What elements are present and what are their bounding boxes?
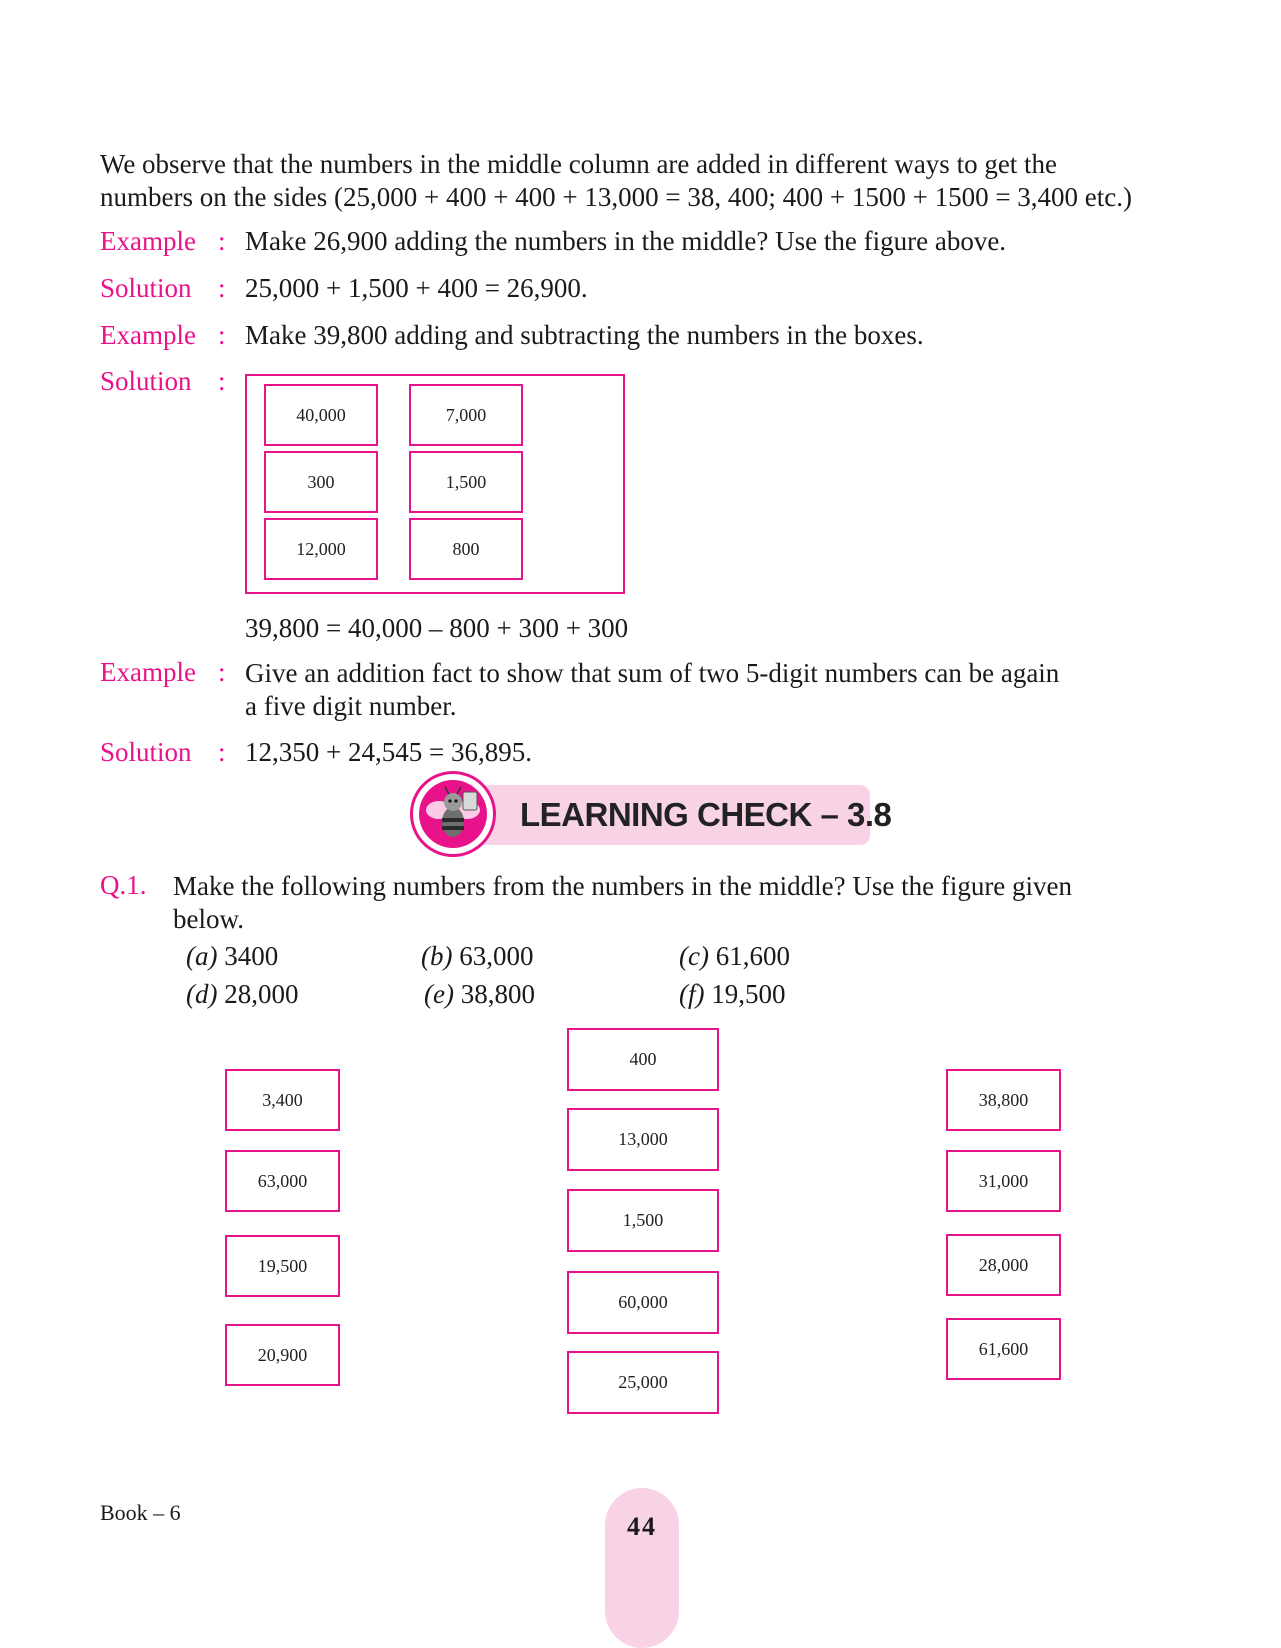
solution-box: 7,000 bbox=[409, 384, 523, 446]
figure-middle-box: 25,000 bbox=[567, 1351, 719, 1414]
intro-line-2: numbers on the sides (25,000 + 400 + 400 + 13,000 = 38, 400; 400 + 1500 + 1500 = 3,400 etc.) bbox=[100, 182, 1133, 212]
intro-paragraph bbox=[100, 148, 1185, 214]
example-text: Make 39,800 adding and subtracting the numbers in the boxes. bbox=[245, 320, 924, 350]
option-f bbox=[679, 979, 785, 1010]
solution-box: 12,000 bbox=[264, 518, 378, 580]
solution-equation: 39,800 = 40,000 – 800 + 300 + 300 bbox=[245, 613, 629, 643]
option-value: 63,000 bbox=[459, 941, 534, 971]
intro-line-1: We observe that the numbers in the middle column are added in different ways to get the bbox=[100, 149, 1058, 179]
option-value: 28,000 bbox=[224, 979, 299, 1009]
example-text-line-2: a five digit number. bbox=[245, 691, 457, 721]
option-key: (c) bbox=[679, 941, 709, 971]
figure-middle-box: 60,000 bbox=[567, 1271, 719, 1334]
option-b bbox=[421, 941, 533, 972]
option-key: (d) bbox=[186, 979, 218, 1009]
example-text bbox=[245, 657, 1059, 723]
figure-middle-box: 13,000 bbox=[567, 1108, 719, 1171]
option-e bbox=[424, 979, 535, 1010]
example-label: Example bbox=[100, 657, 196, 687]
figure-right-box: 28,000 bbox=[946, 1234, 1061, 1296]
bee-mascot-icon bbox=[410, 771, 496, 857]
solution-box: 800 bbox=[409, 518, 523, 580]
book-label: Book – 6 bbox=[100, 1500, 181, 1525]
bee-icon bbox=[419, 780, 487, 848]
option-value: 61,600 bbox=[715, 941, 790, 971]
solution-label: Solution bbox=[100, 273, 192, 303]
example-text-line-1: Give an addition fact to show that sum of two 5-digit numbers can be again bbox=[245, 658, 1060, 688]
question-line-2: below. bbox=[173, 904, 244, 934]
figure-left-box: 19,500 bbox=[225, 1235, 340, 1297]
option-value: 19,500 bbox=[711, 979, 786, 1009]
example-label: Example bbox=[100, 320, 196, 350]
colon: : bbox=[218, 226, 226, 256]
badge-background bbox=[419, 780, 487, 848]
figure-left-box: 3,400 bbox=[225, 1069, 340, 1131]
question-number: Q.1. bbox=[100, 870, 147, 900]
example-label: Example bbox=[100, 226, 196, 256]
colon: : bbox=[218, 320, 226, 350]
option-d bbox=[186, 979, 298, 1010]
solution-label: Solution bbox=[100, 366, 192, 396]
example-text: Make 26,900 adding the numbers in the middle? Use the figure above. bbox=[245, 226, 1007, 256]
solution-text: 25,000 + 1,500 + 400 = 26,900. bbox=[245, 273, 588, 303]
solution-text: 12,350 + 24,545 = 36,895. bbox=[245, 737, 532, 767]
colon: : bbox=[218, 273, 226, 303]
figure-left-box: 20,900 bbox=[225, 1324, 340, 1386]
option-a bbox=[186, 941, 278, 972]
option-key: (a) bbox=[186, 941, 218, 971]
question-text bbox=[173, 870, 1072, 936]
option-c bbox=[679, 941, 790, 972]
option-key: (e) bbox=[424, 979, 454, 1009]
solution-box: 1,500 bbox=[409, 451, 523, 513]
figure-right-box: 31,000 bbox=[946, 1150, 1061, 1212]
option-key: (f) bbox=[679, 979, 705, 1009]
page-number: 44 bbox=[627, 1512, 657, 1541]
figure-left-box: 63,000 bbox=[225, 1150, 340, 1212]
figure-middle-box: 1,500 bbox=[567, 1189, 719, 1252]
colon: : bbox=[218, 366, 226, 396]
colon: : bbox=[218, 737, 226, 767]
option-value: 38,800 bbox=[460, 979, 535, 1009]
figure-right-box: 38,800 bbox=[946, 1069, 1061, 1131]
question-line-1: Make the following numbers from the numbers in the middle? Use the figure given bbox=[173, 871, 1073, 901]
solution-box: 40,000 bbox=[264, 384, 378, 446]
option-key: (b) bbox=[421, 941, 453, 971]
colon: : bbox=[218, 657, 226, 687]
option-value: 3400 bbox=[224, 941, 279, 971]
figure-right-box: 61,600 bbox=[946, 1318, 1061, 1380]
solution-box: 300 bbox=[264, 451, 378, 513]
figure-middle-box: 400 bbox=[567, 1028, 719, 1091]
learning-check-title: LEARNING CHECK – 3.8 bbox=[520, 796, 892, 833]
solution-label: Solution bbox=[100, 737, 192, 767]
